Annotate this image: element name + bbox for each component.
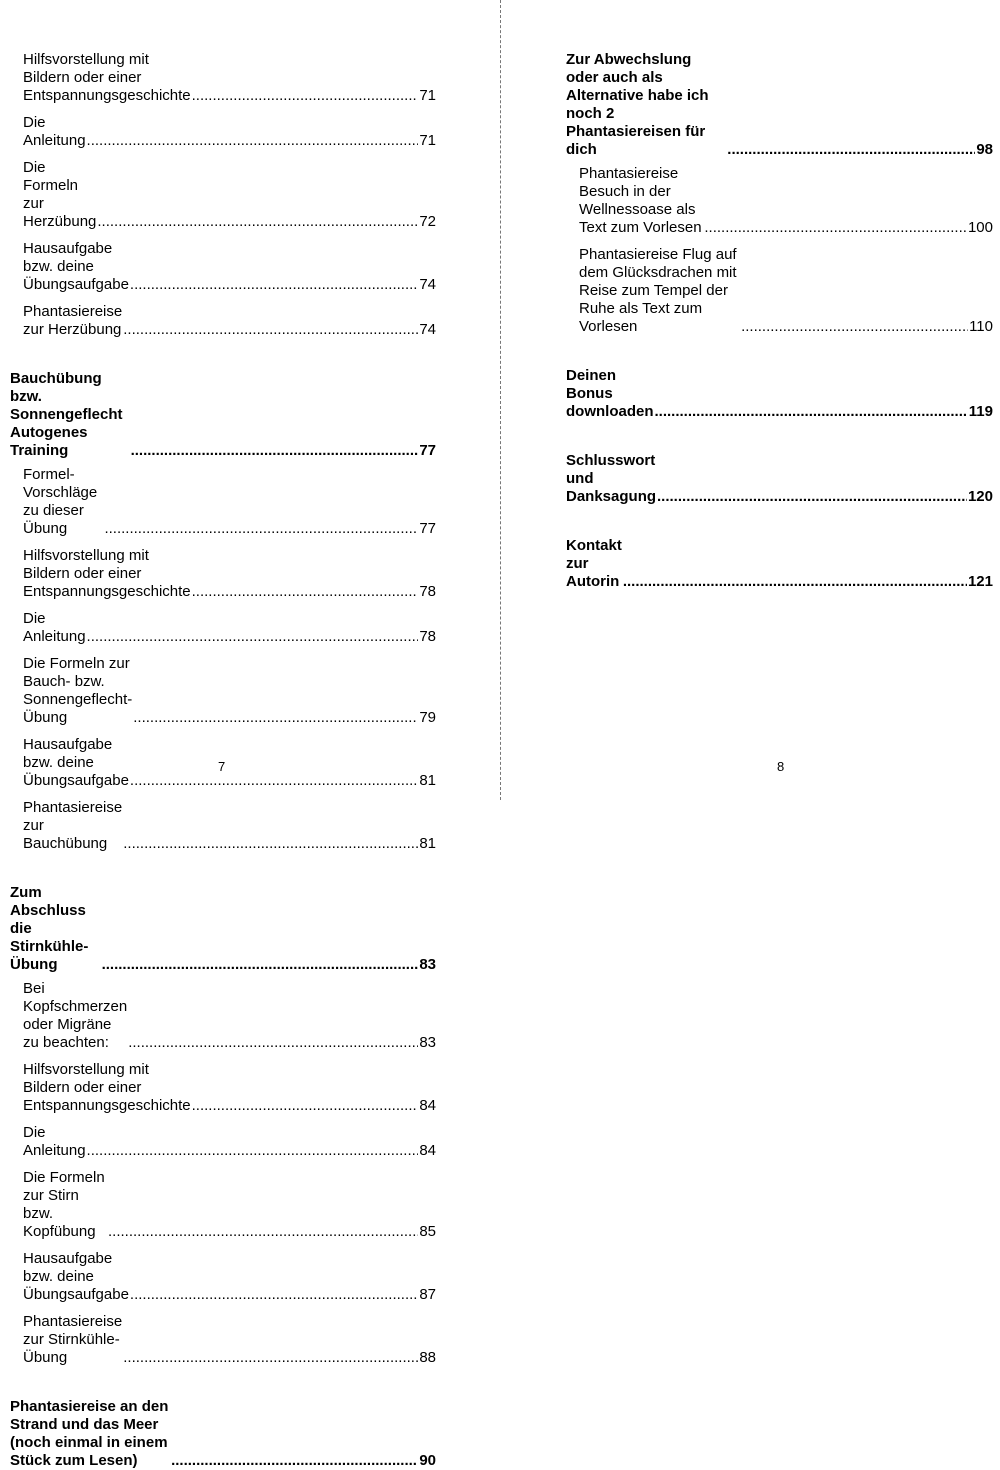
toc-entry-title: Hilfsvorstellung mit Bildern oder einer Entspannungsgeschichte (23, 51, 191, 104)
toc-entry-title: Die Anleitung (23, 1124, 86, 1159)
toc-dot-leader (102, 956, 419, 974)
toc-entry-page: 74 (419, 276, 436, 293)
toc-chapter-entry (10, 370, 436, 460)
toc-section-entry (579, 246, 993, 336)
toc-dot-leader (123, 835, 418, 853)
toc-entry-title: Hilfsvorstellung mit Bildern oder einer Entspannungsgeschichte (23, 1061, 191, 1114)
toc-dot-leader (87, 628, 419, 646)
toc-entry-title: Zur Abwechslung oder auch als Alternative habe ich noch 2 Phantasiereisen für dich (566, 51, 709, 158)
toc-section-entry (23, 1061, 436, 1115)
toc-section-entry (23, 159, 436, 231)
toc-entry-title: Phantasiereise Flug auf dem Glücksdrachen mit Reise zum Tempel der Ruhe als Text zum Vorlesen (579, 246, 737, 335)
toc-dot-leader (192, 583, 419, 601)
toc-dot-leader (97, 213, 418, 231)
toc-entry-title: Formel-Vorschläge zu dieser Übung (23, 466, 98, 537)
toc-entry-page: 120 (967, 488, 993, 505)
toc-entry-page: 110 (969, 318, 993, 335)
toc-entry-page: 98 (976, 141, 993, 158)
toc-entry-page: 121 (967, 573, 993, 590)
toc-entry-page: 74 (419, 321, 436, 338)
toc-entry-page: 84 (419, 1097, 436, 1114)
toc-dot-leader (133, 709, 418, 727)
toc-dot-leader (192, 1097, 419, 1115)
toc-section-entry (23, 736, 436, 790)
toc-section-entry (23, 980, 436, 1052)
toc-entry-page: 72 (419, 213, 436, 230)
toc-chapter-entry (566, 51, 993, 159)
toc-entry-page: 71 (419, 87, 436, 104)
toc-chapter-entry (566, 367, 993, 421)
right-page (501, 0, 1000, 800)
toc-section-entry (23, 466, 436, 538)
toc-entry-title: Die Formeln zur Herzübung (23, 159, 97, 230)
page-number-right: 8 (777, 759, 785, 774)
toc-entry-title: Phantasiereise zur Herzübung (23, 303, 123, 338)
toc-dot-leader (123, 321, 418, 339)
toc-section-entry (23, 51, 436, 105)
toc-entry-title: Phantasiereise zur Bauchübung (23, 799, 123, 852)
toc-entry-title: Schlusswort und Danksagung (566, 452, 657, 505)
toc-dot-leader (704, 219, 967, 237)
toc-dot-leader (130, 276, 418, 294)
toc-entry-page: 77 (419, 520, 436, 537)
toc-entry-page: 83 (419, 1034, 436, 1051)
toc-entry-title: Phantasiereise zur Stirnkühle-Übung (23, 1313, 123, 1366)
toc-chapter-entry (566, 452, 993, 506)
toc-entry-title: Bei Kopfschmerzen oder Migräne zu beachten: (23, 980, 128, 1051)
toc-section-entry (23, 799, 436, 853)
toc-dot-leader (130, 1286, 418, 1304)
toc-entry-page: 119 (968, 403, 993, 420)
toc-dot-leader (128, 1034, 418, 1052)
toc-entry-title: Kontakt zur Autorin (566, 537, 622, 590)
toc-entry-title: Phantasiereise Besuch in der Wellnessoase als Text zum Vorlesen (579, 165, 702, 236)
toc-entry-title: Bauchübung bzw. Sonnengeflecht Autogenes Training (10, 370, 123, 459)
toc-entry-title: Hausaufgabe bzw. deine Übungsaufgabe (23, 240, 129, 293)
toc-dot-leader (104, 520, 418, 538)
toc-dot-leader (131, 442, 419, 460)
toc-dot-leader (87, 1142, 419, 1160)
toc-entry-page: 78 (419, 583, 436, 600)
toc-dot-leader (657, 488, 967, 506)
toc-entry-title: Die Anleitung (23, 114, 86, 149)
toc-dot-leader (192, 87, 419, 105)
toc-dot-leader (123, 1349, 418, 1367)
toc-section-entry (23, 114, 436, 150)
page-number-left: 7 (218, 759, 226, 774)
toc-dot-leader (655, 403, 968, 421)
toc-dot-leader (171, 1452, 418, 1470)
toc-entry-title: Die Formeln zur Stirn bzw. Kopfübung (23, 1169, 105, 1240)
toc-entry-page: 79 (419, 709, 436, 726)
toc-dot-leader (87, 132, 419, 150)
toc-entry-title: Hausaufgabe bzw. deine Übungsaufgabe (23, 1250, 129, 1303)
toc-section-entry (23, 303, 436, 339)
toc-entry-page: 81 (419, 772, 436, 789)
toc-chapter-entry (10, 1398, 436, 1470)
toc-dot-leader (108, 1223, 418, 1241)
toc-entry-title: Hausaufgabe bzw. deine Übungsaufgabe (23, 736, 129, 789)
toc-entry-page: 84 (419, 1142, 436, 1159)
toc-chapter-entry (10, 884, 436, 974)
toc-section-entry (23, 1313, 436, 1367)
toc-entry-page: 88 (419, 1349, 436, 1366)
toc-section-entry (23, 547, 436, 601)
toc-section-entry (23, 655, 436, 727)
toc-entry-page: 78 (419, 628, 436, 645)
toc-section-entry (23, 1169, 436, 1241)
toc-entry-title: Die Anleitung (23, 610, 86, 645)
toc-entry-title: Hilfsvorstellung mit Bildern oder einer Entspannungsgeschichte (23, 547, 191, 600)
toc-section-entry (23, 240, 436, 294)
toc-entry-title: Zum Abschluss die Stirnkühle-Übung (10, 884, 89, 973)
toc-entry-title: Deinen Bonus downloaden (566, 367, 654, 420)
toc-dot-leader (623, 573, 967, 591)
toc-entry-page: 81 (419, 835, 436, 852)
toc-entry-page: 90 (419, 1452, 436, 1469)
toc-entry-page: 71 (419, 132, 436, 149)
toc-entry-title: Phantasiereise an den Strand und das Meer (noch einmal in einem Stück zum Lesen) (10, 1398, 169, 1469)
toc-right (566, 51, 993, 591)
toc-dot-leader (727, 141, 975, 159)
toc-entry-page: 83 (419, 956, 436, 973)
toc-entry-page: 77 (419, 442, 436, 459)
toc-entry-title: Die Formeln zur Bauch- bzw. Sonnengeflecht-Übung (23, 655, 133, 726)
toc-section-entry (579, 165, 993, 237)
toc-dot-leader (130, 772, 418, 790)
toc-dot-leader (741, 318, 968, 336)
toc-entry-page: 100 (967, 219, 993, 236)
toc-entry-page: 85 (419, 1223, 436, 1240)
left-page (0, 0, 500, 1469)
toc-section-entry (23, 1250, 436, 1304)
toc-chapter-entry (566, 537, 993, 591)
toc-entry-page: 87 (419, 1286, 436, 1303)
toc-section-entry (23, 1124, 436, 1160)
toc-section-entry (23, 610, 436, 646)
